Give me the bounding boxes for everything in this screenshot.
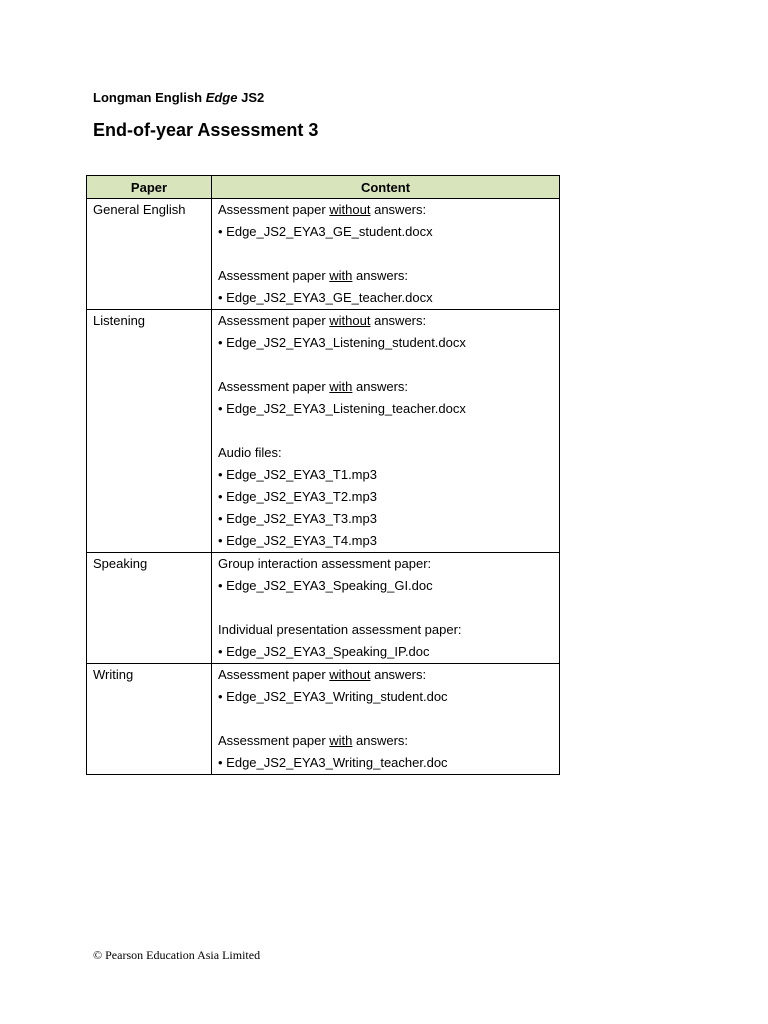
content-line: Group interaction assessment paper: (218, 556, 432, 571)
paper-name: Speaking (93, 556, 148, 571)
content-line (218, 376, 553, 398)
line-text-before: Assessment paper (218, 667, 330, 682)
paper-cell (87, 553, 212, 664)
line-text-underlined: without (329, 313, 371, 328)
table-body (87, 199, 560, 775)
content-line: • Edge_JS2_EYA3_Writing_teacher.doc (218, 755, 448, 770)
paper-cell (87, 310, 212, 553)
content-line: • Edge_JS2_EYA3_Speaking_GI.doc (218, 578, 433, 593)
line-text-before: Assessment paper (218, 379, 330, 394)
line-text-before: Assessment paper (218, 313, 330, 328)
content-cell (212, 553, 560, 664)
line-text-underlined: with (329, 379, 353, 394)
line-text-underlined: with (329, 268, 353, 283)
content-line (218, 664, 553, 686)
content-line: • Edge_JS2_EYA3_Writing_student.doc (218, 689, 448, 704)
line-text-after: answers: (370, 202, 427, 217)
line-text-after: answers: (352, 733, 409, 748)
content-line: • Edge_JS2_EYA3_GE_student.docx (218, 224, 433, 239)
content-line: • Edge_JS2_EYA3_Speaking_IP.doc (218, 644, 430, 659)
content-line (218, 730, 553, 752)
line-text-after: answers: (370, 667, 427, 682)
line-text-before: Assessment paper (218, 733, 330, 748)
content-line: • Edge_JS2_EYA3_GE_teacher.docx (218, 290, 433, 305)
table-row (87, 310, 560, 553)
assessment-table (86, 175, 560, 775)
content-line (218, 420, 553, 442)
paper-name: Listening (93, 313, 146, 328)
series-title (93, 90, 264, 105)
content-line: • Edge_JS2_EYA3_Listening_teacher.docx (218, 401, 466, 416)
content-cell (212, 199, 560, 310)
content-line (218, 354, 553, 376)
copyright-footer: © Pearson Education Asia Limited (93, 948, 261, 962)
line-text-before: Assessment paper (218, 202, 330, 217)
content-line (218, 243, 553, 265)
content-line: • Edge_JS2_EYA3_T2.mp3 (218, 489, 377, 504)
content-line: Audio files: (218, 445, 282, 460)
table-row (87, 664, 560, 775)
page-title: End-of-year Assessment 3 (93, 120, 319, 140)
column-header-content: Content (212, 176, 560, 199)
column-header-paper: Paper (87, 176, 212, 199)
content-cell (212, 310, 560, 553)
table-header-row (87, 176, 560, 199)
line-text-after: answers: (370, 313, 427, 328)
content-line: Individual presentation assessment paper: (218, 622, 462, 637)
paper-cell (87, 199, 212, 310)
table-row (87, 553, 560, 664)
content-line: • Edge_JS2_EYA3_T3.mp3 (218, 511, 377, 526)
content-line: • Edge_JS2_EYA3_T1.mp3 (218, 467, 377, 482)
line-text-underlined: without (329, 667, 371, 682)
series-suffix: JS2 (241, 90, 265, 105)
line-text-before: Assessment paper (218, 268, 330, 283)
table-row (87, 199, 560, 310)
paper-cell (87, 664, 212, 775)
content-line (218, 199, 553, 221)
paper-name: Writing (93, 667, 134, 682)
line-text-after: answers: (352, 379, 409, 394)
content-line (218, 708, 553, 730)
content-line: • Edge_JS2_EYA3_T4.mp3 (218, 533, 377, 548)
content-line: • Edge_JS2_EYA3_Listening_student.docx (218, 335, 466, 350)
line-text-underlined: without (329, 202, 371, 217)
content-line (218, 265, 553, 287)
content-line (218, 597, 553, 619)
series-prefix: Longman English (93, 90, 203, 105)
line-text-after: answers: (352, 268, 409, 283)
content-cell (212, 664, 560, 775)
line-text-underlined: with (329, 733, 353, 748)
content-line (218, 310, 553, 332)
paper-name: General English (93, 202, 186, 217)
series-italic: Edge (205, 90, 238, 105)
